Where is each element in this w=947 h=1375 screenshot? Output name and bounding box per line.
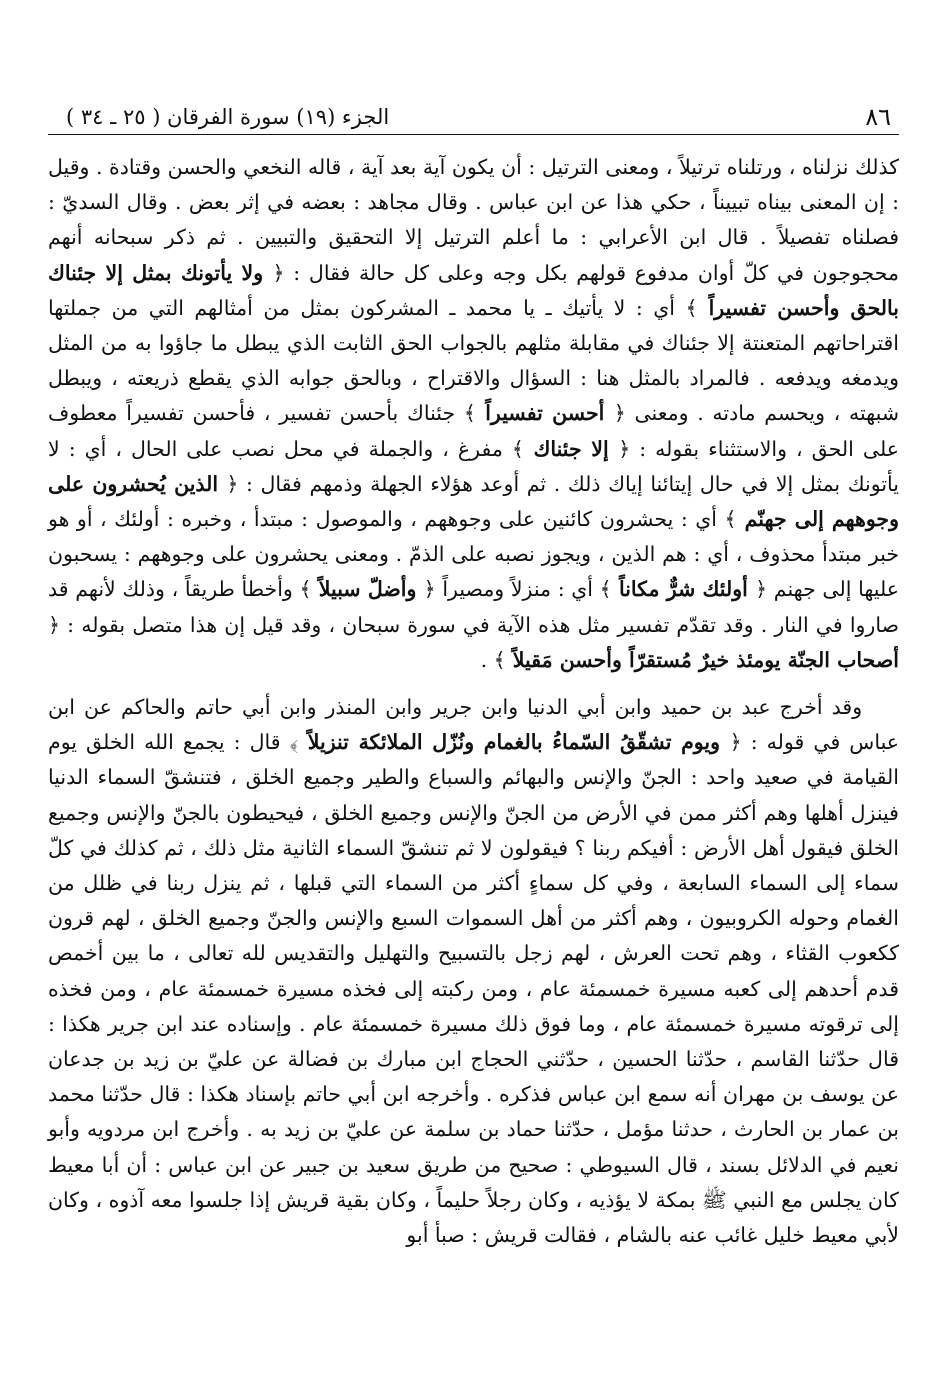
quran-bracket: ﴿	[272, 260, 285, 285]
text-run: جئناك بأحسن تفسير ، فأحسن تفسيراً معطوف على الحق ، والاستثناء بقوله :	[48, 401, 899, 461]
paragraph	[48, 690, 899, 1253]
quran-bracket: ﴾	[724, 507, 737, 532]
quran-bracket: ﴾	[299, 577, 312, 602]
paragraph	[48, 150, 899, 678]
text-run: أي : منزلاً ومصيراً	[435, 577, 600, 602]
text-run: كذلك نزلناه ، ورتلناه ترتيلاً ، ومعنى الترتيل : أن يكون آية بعد آية ، قاله النخعي والحسن وقتادة . وقيل : إن المعنى بيناه تبييناً ، حكي هذا عن ابن عباس . وقال مجاهد : بعضه في إثر بعض . وقال السديّ : فصلناه تفصيلاً . قال ابن الأعرابي : ما أعلم الترتيل إلا التحقيق والتبيين . ثم ذكر سبحانه أنهم محجوجون في كلّ أوان مدفوع قولهم بكل وجه وعلى كل حالة فقال :	[48, 155, 899, 285]
quran-bracket: ﴿	[755, 577, 768, 602]
quran-bracket: ﴾	[511, 436, 524, 461]
quran-quote: ولا يأتونك بمثل إلا جئناك بالحق وأحسن تفسيراً	[48, 260, 899, 320]
quran-quote: إلا جئناك	[523, 436, 619, 461]
quran-bracket: ﴿	[729, 730, 742, 755]
quran-quote: الذين يُحشرون على وجوههم إلى جهنّم	[48, 471, 899, 532]
quran-quote: وأضلّ سبيلاً	[311, 577, 424, 602]
text-run: أي : لا يأتيك ـ يا محمد ـ المشركون بمثل من أمثالهم التي من جملتها اقتراحاتهم المتعنتة إلا جئناك في مقابلة مثلهم بالجواب الحق الثابت الذي يبطل ما جاؤوا به من المثل ويدمغه ويدفعه . فالمراد بالمثل هنا : السؤال والاقتراح ، وبالحق جوابه الذي يقطع ذريعته ، ويبطل شبهته ، ويحسم مادته . ومعنى	[48, 295, 899, 426]
text-run: .	[480, 647, 494, 672]
quran-bracket: ﴿	[226, 471, 239, 496]
running-title: الجزء (١٩) سورة الفرقان ( ٢٥ ـ ٣٤ )	[66, 105, 390, 129]
quran-bracket: ﴾	[289, 730, 299, 755]
running-header	[48, 100, 899, 135]
text-run: وقد أخرج عبد بن حميد وابن أبي الدنيا وابن جرير وابن المنذر وابن أبي حاتم والحاكم عن ابن عباس في قوله :	[48, 695, 899, 755]
quran-bracket: ﴿	[618, 436, 631, 461]
quran-quote: أولئك شرٌّ مكاناً	[611, 577, 756, 602]
text-run: مفرغ ، والجملة في محل نصب على الحال ، أي : لا يأتونك بمثل إلا في حال إيتائنا إياك ذلك . ثم أوعد هؤلاء الجهلة وذمهم فقال :	[48, 436, 899, 496]
quran-bracket: ﴿	[613, 401, 626, 426]
quran-bracket: ﴿	[423, 577, 436, 602]
quran-bracket: ﴾	[493, 647, 506, 672]
page-number: ٨٦	[865, 103, 891, 131]
quran-quote: أصحاب الجنّة يومئذ خيرٌ مُستقرّاً وأحسن مَقيلاً	[505, 647, 899, 672]
text-run: وأخطأ طريقاً ، وذلك لأنهم قد صاروا في النار . وقد تقدّم تفسير مثل هذه الآية في سورة سبحان ، وقد قيل إن هذا متصل بقوله :	[48, 577, 899, 637]
text-run: قال : يجمع الله الخلق يوم القيامة في صعيد واحد : الجنّ والإنس والبهائم والسباع والطير وجميع الخلق ، فتنشقّ السماء الدنيا فينزل أهلها وهم أكثر ممن في الأرض من الجنّ والإنس وجميع الخلق ، فيحيطون بالجنّ والإنس وجميع الخلق فيقول أهل الأرض : أفيكم ربنا ؟ فيقولون لا ثم تنشقّ السماء الثانية مثل ذلك ، ثم كذلك في كلّ سماء إلى السماء السابعة ، وفي كل سماءٍ أكثر من السماء التي قبلها ، ثم ينزل ربنا في ظلل من الغمام وحوله الكروبيون ، وهم أكثر من أهل السموات السبع والإنس والجنّ وجميع الخلق ، لهم قرون ككعوب القثاء ، وهم تحت العرش ، لهم زجل بالتسبيح والتهليل والتقديس لله تعالى ، ما بين أخمص قدم أحدهم إلى كعبه مسيرة خمسمئة عام ، ومن ركبته إلى فخذه مسيرة خمسمئة عام ، ومن فخذه إلى ترقوته مسيرة خمسمئة عام ، وما فوق ذلك مسيرة خمسمئة عام . وإسناده عند ابن جرير هكذا : قال حدّثنا القاسم ، حدّثنا الحسين ، حدّثني الحجاج ابن مبارك بن فضالة عن عليّ بن زيد بن جدعان عن يوسف بن مهران أنه سمع ابن عباس فذكره . وأخرجه ابن أبي حاتم بإسناد هكذا : قال حدّثنا محمد بن عمار بن الحارث ، حدثنا مؤمل ، حدّثنا حماد بن سلمة عن عليّ بن زيد به . وأخرج ابن مردويه وأبو نعيم في الدلائل بسند ، قال السيوطي : صحيح من طريق سعيد بن جبير عن ابن عباس : أن أبا معيط كان يجلس مع النبي ﷺ بمكة لا يؤذيه ، وكان رجلاً حليماً ، وكان بقية قريش إذا جلسوا معه آذوه ، وكان لأبي معيط خليل غائب عنه بالشام ، فقالت قريش : صبأ أبو	[48, 730, 899, 1248]
quran-bracket: ﴾	[685, 295, 698, 320]
text-run: أي : يحشرون كائنين على وجوههم ، والموصول : مبتدأ ، وخبره : أولئك ، أو هو خبر مبتدأ محذوف ، أي : هم الذين ، ويجوز نصبه على الذمّ . ومعنى يحشرون على وجوههم : يسحبون عليها إلى جهنم	[48, 507, 900, 602]
quran-bracket: ﴾	[599, 577, 612, 602]
quran-bracket: ﴾	[463, 401, 476, 426]
quran-quote: ويوم تشقّقُ السّماءُ بالغمام ونُزّل الملائكة تنزيلاً	[298, 730, 730, 755]
quran-bracket: ﴿	[48, 612, 61, 637]
body-text	[48, 150, 899, 1253]
quran-quote: أحسن تفسيراً	[475, 401, 614, 426]
